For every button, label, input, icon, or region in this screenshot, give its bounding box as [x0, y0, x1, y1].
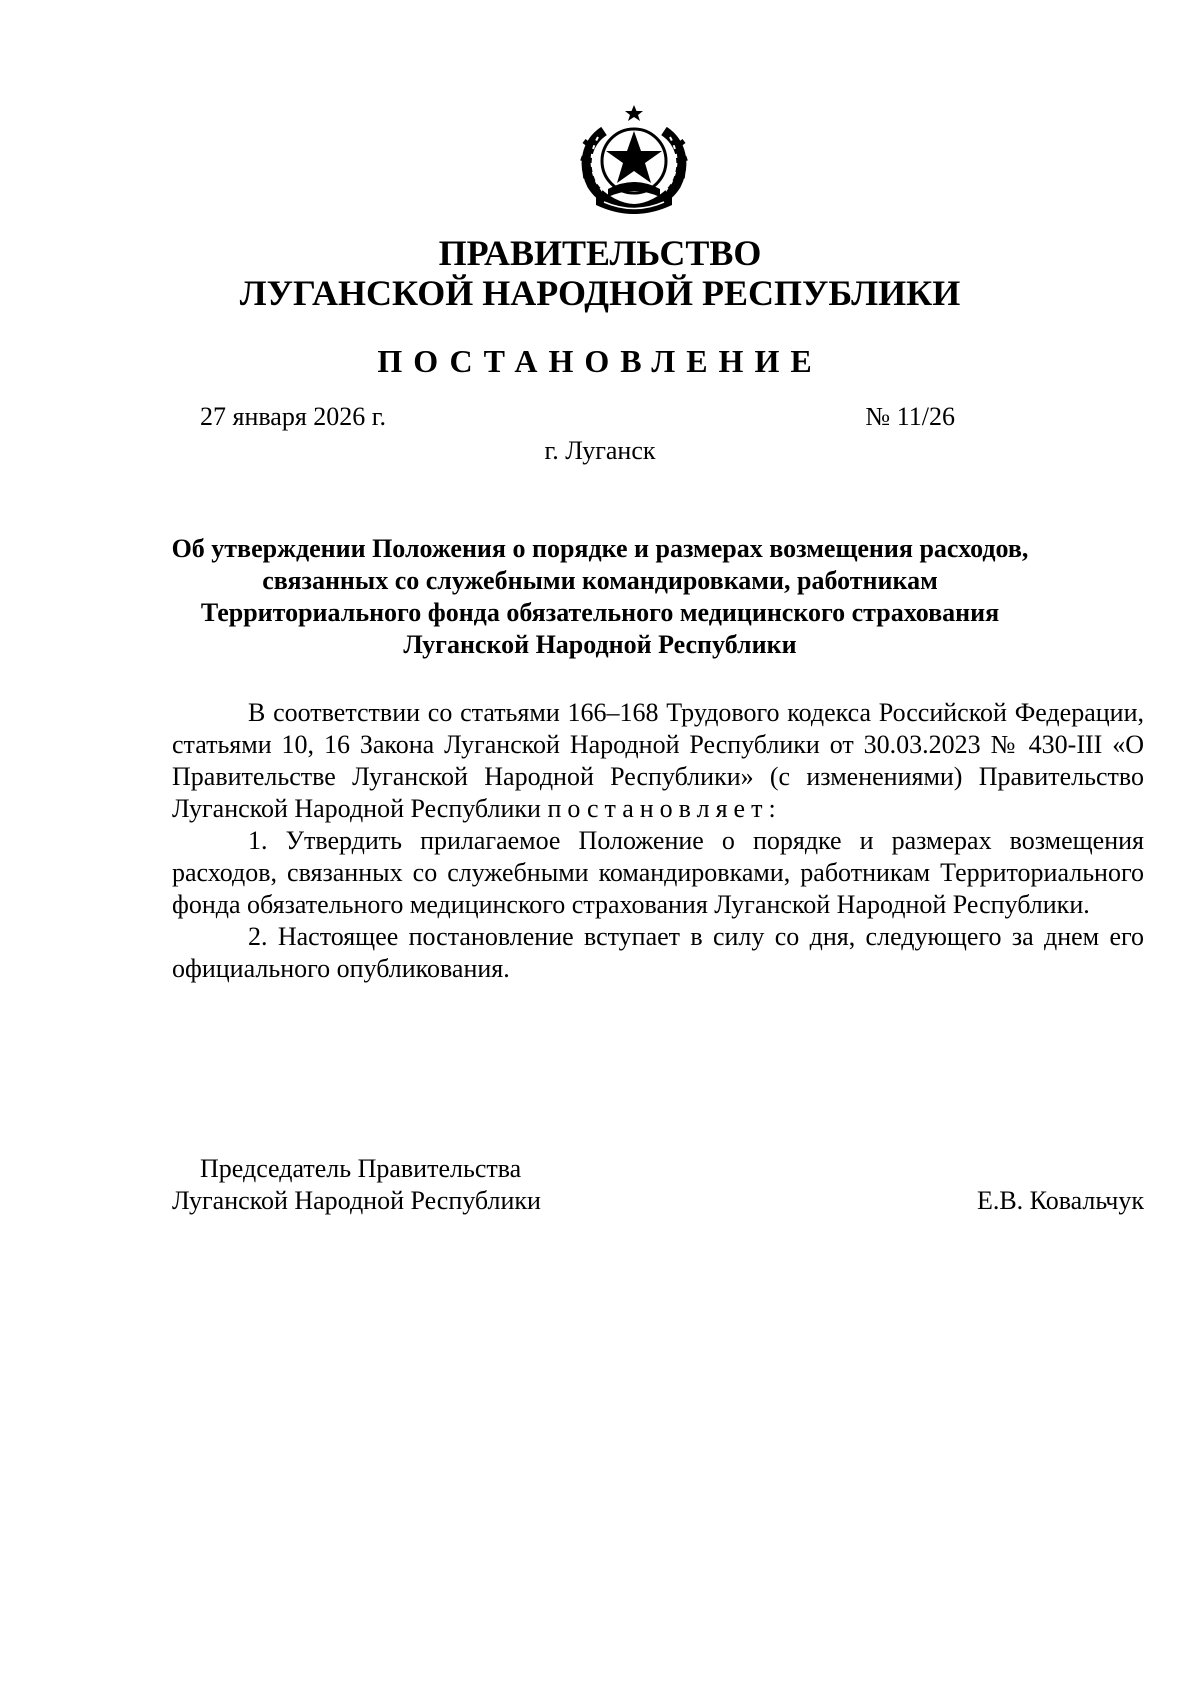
lpr-coat-of-arms-icon: [574, 103, 694, 215]
signatory-name: Е.В. Ковальчук: [976, 1186, 1144, 1215]
government-title-line1: ПРАВИТЕЛЬСТВО: [438, 233, 762, 273]
document-type: ПОСТАНОВЛЕНИЕ: [377, 343, 823, 379]
item-1-paragraph: 1. Утвердить прилагаемое Положение о порядке и размерах возмещения расходов, связанных со служебными командировками, работникам Территориального фонда обязательного медицинского страхования Луганской Народной Республики.: [172, 826, 1144, 919]
document-body: [172, 697, 1144, 985]
signatory-position-line2: Луганской Народной Республики: [172, 1186, 541, 1215]
document-heading: Об утверждении Положения о порядке и размерах возмещения расходов, связанных со служебными командировками, работникам Территориального фонда обязательного медицинского страхования Луганской Народной Республики: [171, 534, 1029, 659]
government-title-line2: ЛУГАНСКОЙ НАРОДНОЙ РЕСПУБЛИКИ: [239, 273, 961, 313]
document-number: № 11/26: [865, 402, 955, 431]
document-city: г. Луганск: [544, 436, 656, 465]
resolves-word: постановляет:: [547, 794, 782, 823]
item-2-paragraph: 2. Настоящее постановление вступает в силу со дня, следующего за днем его официального опубликования.: [172, 922, 1144, 983]
preamble-paragraph: [172, 697, 1144, 825]
signatory-position-line1: Председатель Правительства: [200, 1154, 522, 1183]
preamble-text: В соответствии со статьями 166–168 Трудового кодекса Российской Федерации, статьями 10, 16 Закона Луганской Народной Республики от 30.03.2023 № 430-III «О Правительстве Луганской Народной Республики» (с изменениями) Правительство Луганской Народной Республики: [172, 698, 1144, 823]
signature-block: [172, 1153, 1144, 1233]
document-date: 27 января 2026 г.: [200, 402, 387, 431]
